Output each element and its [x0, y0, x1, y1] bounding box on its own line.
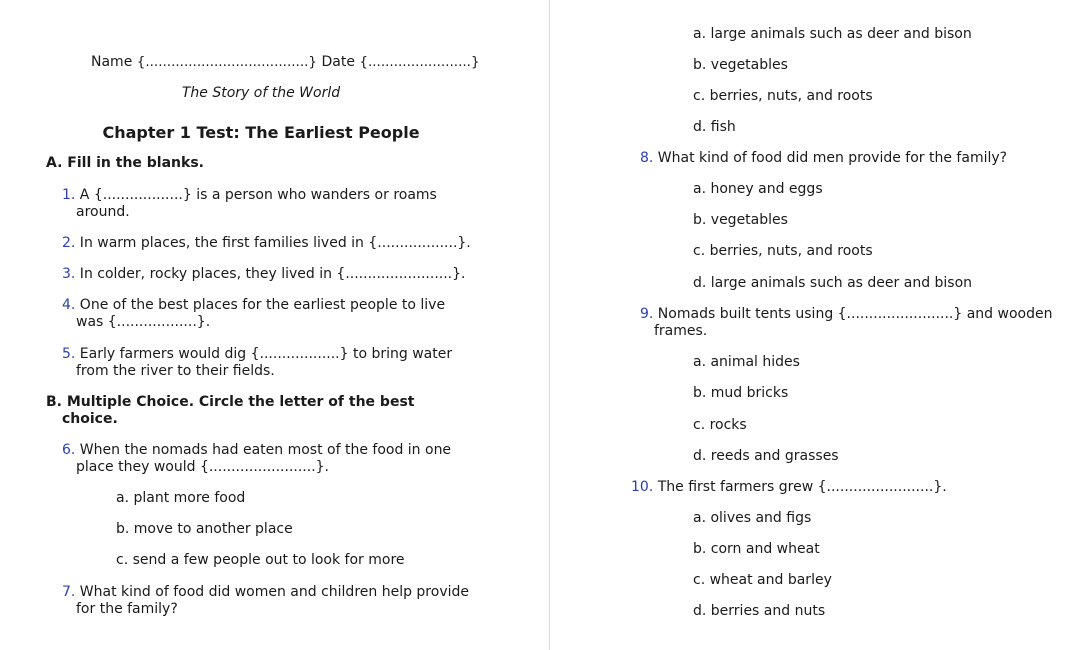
answer-option[interactable]: c. wheat and barley: [693, 572, 832, 588]
answer-option[interactable]: b. corn and wheat: [693, 541, 820, 557]
answer-option[interactable]: d. reeds and grasses: [693, 448, 839, 464]
answer-option[interactable]: d. fish: [693, 119, 736, 135]
answer-option[interactable]: a. olives and figs: [693, 510, 812, 526]
answer-option[interactable]: b. vegetables: [693, 57, 788, 73]
question-text: When the nomads had eaten most of the food in one: [75, 442, 452, 458]
question-number: 10.: [631, 479, 654, 495]
name-blank[interactable]: {......................................}: [136, 54, 318, 70]
question-text: Nomads built tents using {........................} and wooden: [653, 306, 1053, 322]
question-6: [62, 442, 451, 459]
question-5-cont: from the river to their fields.: [76, 363, 275, 379]
answer-option[interactable]: c. send a few people out to look for more: [116, 552, 405, 568]
answer-option[interactable]: c. berries, nuts, and roots: [693, 88, 873, 104]
answer-option[interactable]: a. animal hides: [693, 354, 800, 370]
question-number: 9.: [640, 306, 654, 322]
question-text: The first farmers grew {........................}.: [653, 479, 947, 495]
question-text: Early farmers would dig {..................} to bring water: [75, 346, 453, 362]
answer-option[interactable]: a. large animals such as deer and bison: [693, 26, 972, 42]
question-number: 7.: [62, 584, 76, 600]
question-7-cont: for the family?: [76, 601, 178, 617]
answer-option[interactable]: b. move to another place: [116, 521, 293, 537]
question-number: 3.: [62, 266, 76, 282]
answer-option[interactable]: d. berries and nuts: [693, 603, 826, 619]
question-text: A {..................} is a person who wanders or roams: [75, 187, 437, 203]
question-text: One of the best places for the earliest people to live: [75, 297, 446, 313]
question-4: [62, 297, 445, 314]
question-1: [62, 187, 437, 204]
question-number: 1.: [62, 187, 76, 203]
question-number: 5.: [62, 346, 76, 362]
question-9: [640, 306, 1052, 323]
question-text: In colder, rocky places, they lived in {........................}.: [75, 266, 466, 282]
question-number: 4.: [62, 297, 76, 313]
question-text: What kind of food did men provide for the family?: [653, 150, 1008, 166]
question-6-cont: place they would {........................}.: [76, 459, 330, 475]
section-b-heading: B. Multiple Choice. Circle the letter of the best: [46, 394, 415, 410]
question-text: What kind of food did women and children help provide: [75, 584, 469, 600]
question-3: [62, 266, 466, 283]
question-5: [62, 346, 452, 363]
name-date-line: [91, 54, 480, 71]
answer-option[interactable]: c. rocks: [693, 417, 747, 433]
date-blank[interactable]: {........................}: [359, 54, 480, 70]
question-4-cont: was {..................}.: [76, 314, 211, 330]
answer-option[interactable]: b. mud bricks: [693, 385, 789, 401]
answer-option[interactable]: c. berries, nuts, and roots: [693, 243, 873, 259]
question-1-cont: around.: [76, 204, 130, 220]
page-divider: [549, 0, 550, 650]
answer-option[interactable]: a. honey and eggs: [693, 181, 823, 197]
name-label: Name: [91, 54, 133, 70]
section-b-heading-cont: choice.: [62, 411, 118, 427]
answer-option[interactable]: a. plant more food: [116, 490, 246, 506]
question-text: In warm places, the first families lived in {..................}.: [75, 235, 471, 251]
question-9-cont: frames.: [654, 323, 708, 339]
answer-option[interactable]: d. large animals such as deer and bison: [693, 275, 973, 291]
question-8: [640, 150, 1007, 167]
answer-option[interactable]: b. vegetables: [693, 212, 788, 228]
question-number: 8.: [640, 150, 654, 166]
section-a-heading: A. Fill in the blanks.: [46, 155, 204, 171]
chapter-title: Chapter 1 Test: The Earliest People: [102, 123, 420, 142]
question-7: [62, 584, 469, 601]
question-10: [631, 479, 947, 496]
question-2: [62, 235, 471, 252]
date-label: Date: [321, 54, 355, 70]
book-title: The Story of the World: [181, 85, 341, 101]
question-number: 6.: [62, 442, 76, 458]
question-number: 2.: [62, 235, 76, 251]
